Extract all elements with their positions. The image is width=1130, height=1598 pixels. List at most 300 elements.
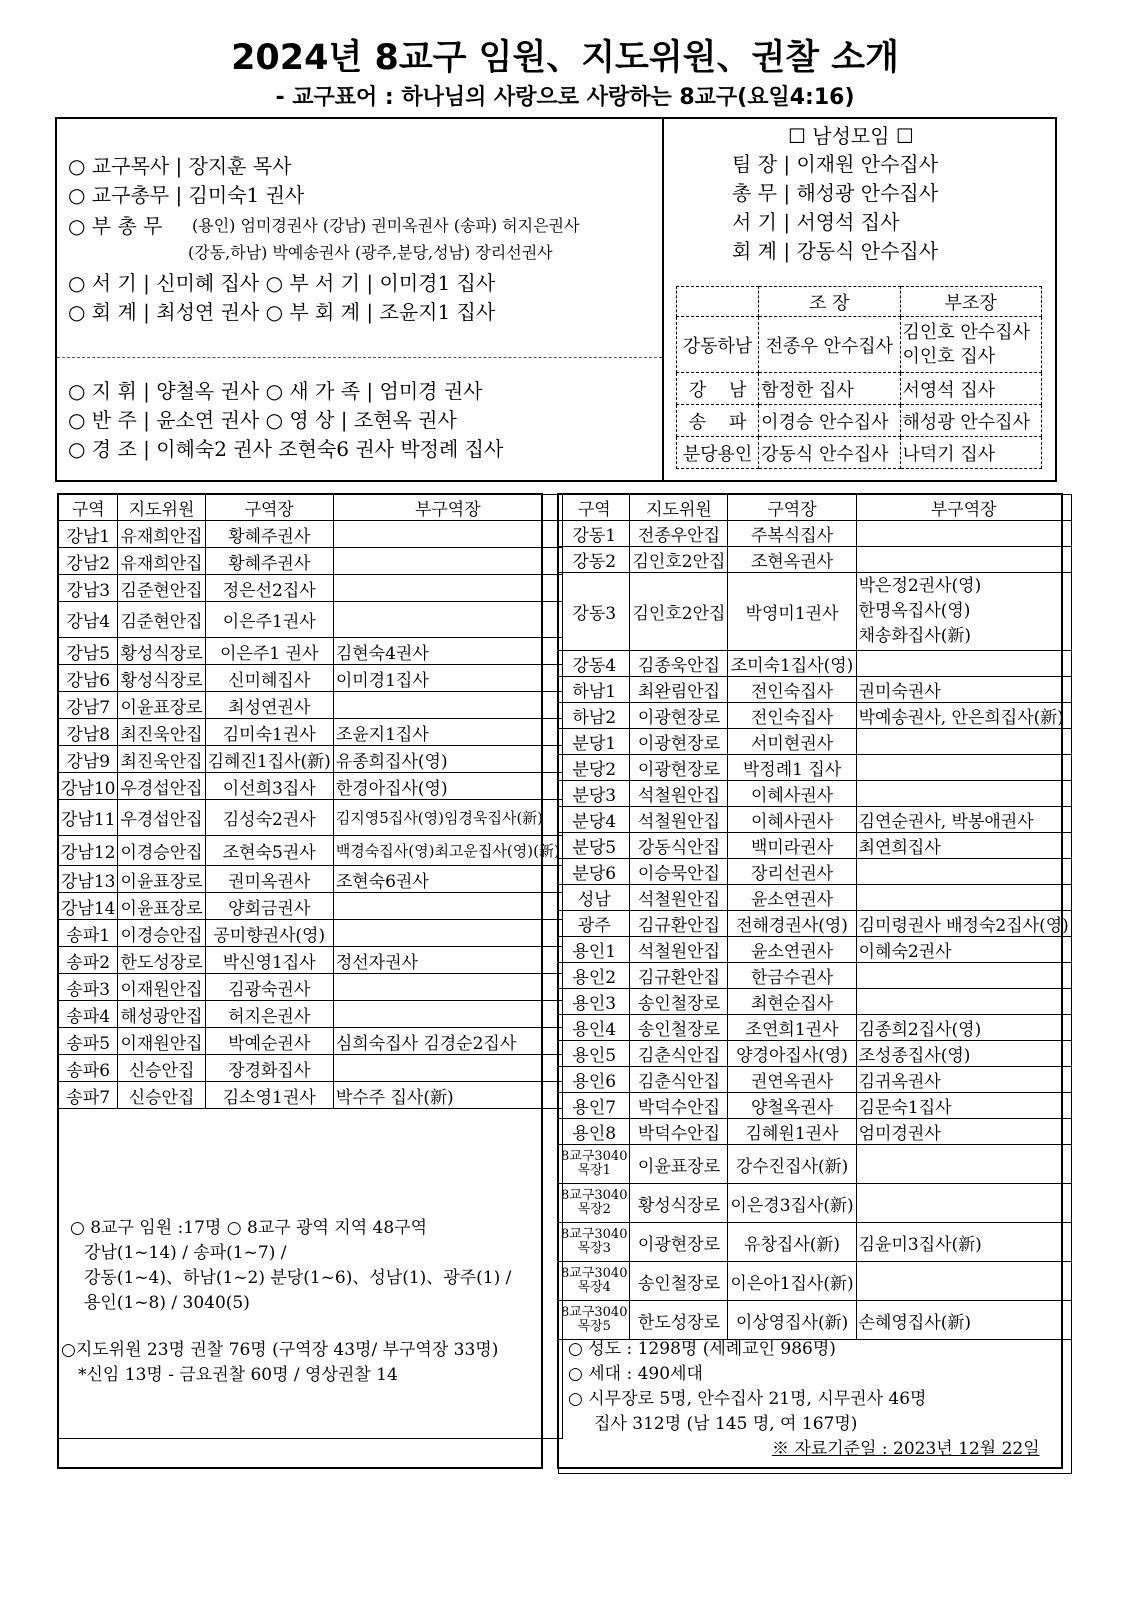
page-title: 2024년 8교구 임원、지도위원、권찰 소개	[231, 38, 899, 78]
subleader-line: 한명옥집사(영)	[858, 601, 971, 621]
advisor-cell: 최진욱안집	[118, 719, 205, 746]
stat-members: ○ 성도 : 1298명 (세례교인 986명)	[568, 1339, 836, 1359]
district-cell: 강남3	[59, 575, 118, 602]
officer-secretary-general: ○ 교구총무 | 김미숙1 권사	[68, 183, 305, 207]
advisor-cell: 김춘식안집	[630, 1041, 728, 1067]
advisor-cell: 석철원안집	[630, 937, 728, 963]
leader-cell: 김광숙권사	[205, 974, 333, 1001]
stat-households: ○ 세대 : 490세대	[568, 1364, 703, 1384]
advisor-cell: 강동식안집	[630, 833, 728, 859]
leader-cell: 박예순권사	[205, 1028, 333, 1055]
table-row	[59, 947, 563, 974]
subleader-cell	[856, 963, 1071, 989]
advisor-cell: 이승묵안집	[630, 859, 728, 885]
mens-col-subleader: 부조장	[900, 287, 1041, 317]
district-cell: 용인1	[559, 937, 630, 963]
advisor-cell: 이광현장로	[630, 729, 728, 755]
mens-col-area	[677, 287, 759, 317]
left-note-6: *신임 13명 - 금요권찰 60명 / 영상권찰 14	[78, 1365, 398, 1385]
district-cell: 분당4	[559, 807, 630, 833]
table-row	[559, 729, 1072, 755]
table-row	[59, 1028, 563, 1055]
advisor-cell: 송인철장로	[630, 989, 728, 1015]
district-cell: 용인3	[559, 989, 630, 1015]
mens-col-leader: 조 장	[759, 287, 900, 317]
table-row	[559, 1223, 1072, 1262]
district-cell: 용인4	[559, 1015, 630, 1041]
subleader-cell: 조현숙6권사	[333, 866, 562, 893]
district-cell: 강남13	[59, 866, 118, 893]
district-cell: 성남	[559, 885, 630, 911]
leader-cell: 정은선2집사	[205, 575, 333, 602]
subleader-cell	[856, 885, 1071, 911]
subleader-cell: 김연순권사, 박봉애권사	[856, 807, 1071, 833]
district-cell: 강남12	[59, 836, 118, 866]
officer-vice-general-2: (강동,하남) 박예송권사 (광주,분당,성남) 장리선권사	[188, 243, 553, 262]
right-district-table	[558, 494, 1072, 1474]
leader-cell: 김미숙1권사	[205, 719, 333, 746]
advisor-cell: 이윤표장로	[118, 866, 205, 893]
stat-deacons: 집사 312명 (남 145 명, 여 167명)	[594, 1414, 858, 1434]
subleader-cell	[333, 521, 562, 548]
leader-cell: 이은아1집사(新)	[728, 1262, 856, 1301]
district-cell: 송파6	[59, 1055, 118, 1082]
leader-cell: 장리선권사	[728, 859, 856, 885]
subleader-cell	[333, 548, 562, 575]
officer-clerk: ○ 서 기 | 신미혜 집사 ○ 부 서 기 | 이미경1 집사	[68, 271, 496, 295]
mens-area: 송 파	[677, 405, 759, 437]
district-cell: 송파1	[59, 920, 118, 947]
table-row	[559, 1145, 1072, 1184]
table-row	[559, 1184, 1072, 1223]
leader-cell: 장경화집사	[205, 1055, 333, 1082]
table-row	[59, 548, 563, 575]
subleader-cell: 백경숙집사(영)최고운집사(영)(新)	[333, 836, 562, 866]
district-cell: 강남6	[59, 665, 118, 692]
table-row	[559, 807, 1072, 833]
mokjang-label: 8교구3040	[561, 1266, 628, 1281]
district-cell: 하남2	[559, 703, 630, 729]
mokjang-label: 목장1	[577, 1163, 611, 1178]
table-row	[559, 1301, 1072, 1340]
left-note-2: 강남(1~14) / 송파(1~7) /	[84, 1243, 287, 1263]
subleader-cell: 김미령권사 배정숙2집사(영)	[856, 911, 1071, 937]
mens-subleader-cell: 나덕기 집사	[900, 437, 1041, 469]
district-cell: 강남5	[59, 638, 118, 665]
mens-leader-cell: 이경승 안수집사	[759, 405, 900, 437]
subleader-cell: 유종희집사(영)	[333, 746, 562, 773]
district-cell: 강남14	[59, 893, 118, 920]
advisor-cell: 신승안집	[118, 1055, 205, 1082]
table-row	[59, 575, 563, 602]
col-subleader: 부구역장	[856, 495, 1071, 521]
subleader-cell	[856, 755, 1071, 781]
subleader-cell	[856, 1262, 1071, 1301]
subleader-cell	[333, 893, 562, 920]
mens-leader-cell: 전종우 안수집사	[759, 317, 900, 373]
leader-cell: 신미혜집사	[205, 665, 333, 692]
leader-cell: 김혜진1집사(新)	[205, 746, 333, 773]
mens-general: 총 무 | 해성광 안수집사	[732, 181, 939, 205]
table-row	[559, 859, 1072, 885]
table-row	[59, 719, 563, 746]
leader-cell: 권연옥권사	[728, 1067, 856, 1093]
advisor-cell: 김준현안집	[118, 575, 205, 602]
mens-area: 강 남	[677, 373, 759, 405]
district-cell: 강남7	[59, 692, 118, 719]
leader-cell: 조현옥권사	[728, 547, 856, 573]
advisor-cell: 전종우안집	[630, 521, 728, 547]
district-cell: 강남9	[59, 746, 118, 773]
officer-accompanist: ○ 반 주 | 윤소연 권사 ○ 영 상 | 조현옥 권사	[68, 408, 457, 432]
leader-cell: 최성연권사	[205, 692, 333, 719]
advisor-cell: 이광현장로	[630, 755, 728, 781]
col-subleader: 부구역장	[333, 495, 562, 521]
officer-conductor: ○ 지 휘 | 양철옥 권사 ○ 새 가 족 | 엄미경 권사	[68, 379, 483, 403]
col-district: 구역	[59, 495, 118, 521]
col-leader: 구역장	[728, 495, 856, 521]
leader-cell: 이은경3집사(新)	[728, 1184, 856, 1223]
officer-pastor: ○ 교구목사 | 장지훈 목사	[68, 154, 292, 178]
table-row	[59, 602, 563, 638]
district-cell: 용인2	[559, 963, 630, 989]
leader-cell: 백미라권사	[728, 833, 856, 859]
district-cell: 하남1	[559, 677, 630, 703]
left-note-4: 용인(1~8) / 3040(5)	[84, 1293, 250, 1313]
advisor-cell: 송인철장로	[630, 1262, 728, 1301]
subleader-cell	[856, 859, 1071, 885]
mokjang-label: 8교구3040	[561, 1188, 628, 1203]
mens-subleader-cell: 해성광 안수집사	[900, 405, 1041, 437]
advisor-cell: 우경섭안집	[118, 773, 205, 800]
advisor-cell: 황성식장로	[118, 665, 205, 692]
district-cell	[559, 1262, 630, 1301]
district-cell: 강남11	[59, 800, 118, 836]
advisor-cell: 김규환안집	[630, 963, 728, 989]
mokjang-label: 8교구3040	[561, 1149, 628, 1164]
subleader-cell: 김지영5집사(영)임경욱집사(新)	[333, 800, 562, 836]
table-row	[59, 746, 563, 773]
table-row	[59, 1055, 563, 1082]
district-cell: 송파2	[59, 947, 118, 974]
subleader-cell: 손혜영집사(新)	[856, 1301, 1071, 1340]
col-district: 구역	[559, 495, 630, 521]
subleader-cell	[333, 1055, 562, 1082]
mokjang-label: 목장5	[577, 1319, 611, 1334]
table-row	[559, 1093, 1072, 1119]
leader-cell: 박신영1집사	[205, 947, 333, 974]
leader-cell: 권미옥권사	[205, 866, 333, 893]
advisor-cell: 김종욱안집	[630, 651, 728, 677]
subleader-cell: 이혜숙2권사	[856, 937, 1071, 963]
leader-cell: 허지은권사	[205, 1001, 333, 1028]
subleader-cell: 조성종집사(영)	[856, 1041, 1071, 1067]
subleader-cell: 엄미경권사	[856, 1119, 1071, 1145]
subleader-cell: 조윤지1집사	[333, 719, 562, 746]
subleader-cell	[333, 575, 562, 602]
leader-cell: 김성숙2권사	[205, 800, 333, 836]
leader-cell: 최현순집사	[728, 989, 856, 1015]
table-row	[559, 703, 1072, 729]
advisor-cell: 이재원안집	[118, 1028, 205, 1055]
advisor-cell: 신승안집	[118, 1082, 205, 1109]
officer-vice-general-label: ○ 부 총 무	[68, 214, 163, 238]
table-row	[559, 963, 1072, 989]
district-cell: 강동4	[559, 651, 630, 677]
officers-divider	[57, 357, 662, 358]
table-row	[559, 1119, 1072, 1145]
subleader-cell	[856, 521, 1071, 547]
district-cell: 강남1	[59, 521, 118, 548]
table-row	[59, 521, 563, 548]
mokjang-label: 목장4	[577, 1280, 611, 1295]
advisor-cell: 이재원안집	[118, 974, 205, 1001]
leader-cell: 공미향권사(영)	[205, 920, 333, 947]
advisor-cell: 황성식장로	[118, 638, 205, 665]
advisor-cell: 이윤표장로	[630, 1145, 728, 1184]
district-cell	[559, 1301, 630, 1340]
table-row	[559, 911, 1072, 937]
subleader-cell	[856, 781, 1071, 807]
mokjang-label: 목장3	[577, 1241, 611, 1256]
subleader-cell: 정선자권사	[333, 947, 562, 974]
leader-cell: 서미현권사	[728, 729, 856, 755]
stat-officers: ○ 시무장로 5명, 안수집사 21명, 시무권사 46명	[568, 1389, 927, 1409]
mens-subleader-cell: 서영석 집사	[900, 373, 1041, 405]
table-row	[559, 781, 1072, 807]
advisor-cell: 우경섭안집	[118, 800, 205, 836]
left-note-5: ○지도위원 23명 권찰 76명 (구역장 43명/ 부구역장 33명)	[61, 1340, 499, 1360]
subleader-line: 채송화집사(新)	[858, 626, 971, 646]
mens-subleader-2: 이인호 집사	[902, 345, 996, 367]
subleader-cell	[856, 547, 1071, 573]
col-advisor: 지도위원	[118, 495, 205, 521]
mokjang-label: 8교구3040	[561, 1305, 628, 1320]
leader-cell: 김혜원1권사	[728, 1119, 856, 1145]
leader-cell: 조현숙5권사	[205, 836, 333, 866]
subleader-cell: 박수주 집사(新)	[333, 1082, 562, 1109]
table-row	[559, 651, 1072, 677]
table-row	[59, 1001, 563, 1028]
advisor-cell: 한도성장로	[118, 947, 205, 974]
district-cell: 용인6	[559, 1067, 630, 1093]
advisor-cell: 박덕수안집	[630, 1119, 728, 1145]
subleader-cell	[856, 1145, 1071, 1184]
advisor-cell: 석철원안집	[630, 781, 728, 807]
leader-cell: 주복식집사	[728, 521, 856, 547]
mens-leader-cell: 함정한 집사	[759, 373, 900, 405]
table-row	[559, 573, 1072, 651]
advisor-cell: 최완림안집	[630, 677, 728, 703]
advisor-cell: 한도성장로	[630, 1301, 728, 1340]
district-cell: 강남8	[59, 719, 118, 746]
leader-cell: 이혜사권사	[728, 781, 856, 807]
subleader-cell: 심희숙집사 김경순2집사	[333, 1028, 562, 1055]
subleader-cell: 박예송권사, 안은희집사(新)	[856, 703, 1071, 729]
col-leader: 구역장	[205, 495, 333, 521]
subleader-cell: 김현숙4권사	[333, 638, 562, 665]
mens-subleader-cell	[900, 317, 1041, 373]
district-cell: 광주	[559, 911, 630, 937]
officer-treasurer: ○ 회 계 | 최성연 권사 ○ 부 회 계 | 조윤지1 집사	[68, 300, 496, 324]
leader-cell: 강수진집사(新)	[728, 1145, 856, 1184]
advisor-cell: 최진욱안집	[118, 746, 205, 773]
advisor-cell: 김준현안집	[118, 602, 205, 638]
subleader-cell	[856, 729, 1071, 755]
district-cell: 강남10	[59, 773, 118, 800]
district-cell	[559, 1184, 630, 1223]
officer-condolence: ○ 경 조 | 이혜숙2 권사 조현숙6 권사 박정례 집사	[68, 437, 504, 461]
table-row	[59, 866, 563, 893]
advisor-cell: 박덕수안집	[630, 1093, 728, 1119]
district-cell: 강동2	[559, 547, 630, 573]
mens-area: 강동하남	[677, 317, 759, 373]
advisor-cell: 김인호2안집	[630, 573, 728, 651]
table-row	[59, 800, 563, 836]
leader-cell: 조연희1권사	[728, 1015, 856, 1041]
table-row	[559, 1015, 1072, 1041]
district-cell: 강동1	[559, 521, 630, 547]
table-row	[59, 773, 563, 800]
advisor-cell: 이경승안집	[118, 836, 205, 866]
leader-cell: 황혜주권사	[205, 521, 333, 548]
leader-cell: 양회금권사	[205, 893, 333, 920]
subleader-cell: 권미숙권사	[856, 677, 1071, 703]
advisor-cell: 유재희안집	[118, 548, 205, 575]
leader-cell: 황혜주권사	[205, 548, 333, 575]
district-cell: 분당2	[559, 755, 630, 781]
leader-cell: 조미숙1집사(영)	[728, 651, 856, 677]
subleader-cell	[333, 920, 562, 947]
mens-clerk: 서 기 | 서영석 집사	[732, 210, 900, 234]
table-row	[559, 989, 1072, 1015]
advisor-cell: 석철원안집	[630, 807, 728, 833]
leader-cell: 박정례1 집사	[728, 755, 856, 781]
subleader-cell	[856, 989, 1071, 1015]
subleader-line: 박은정2권사(영)	[858, 576, 982, 596]
table-row	[59, 974, 563, 1001]
subleader-cell: 최연희집사	[856, 833, 1071, 859]
mens-area: 분당용인	[677, 437, 759, 469]
stat-reference-date: ※ 자료기준일 : 2023년 12월 22일	[772, 1439, 1040, 1459]
district-cell: 강남2	[59, 548, 118, 575]
mens-leaders-table	[676, 286, 1042, 469]
table-row	[559, 885, 1072, 911]
advisor-cell: 해성광안집	[118, 1001, 205, 1028]
subleader-cell	[333, 1001, 562, 1028]
mens-leader-cell: 강동식 안수집사	[759, 437, 900, 469]
table-row	[559, 1067, 1072, 1093]
mokjang-label: 목장2	[577, 1202, 611, 1217]
advisor-cell: 이경승안집	[118, 920, 205, 947]
subleader-cell	[333, 974, 562, 1001]
leader-cell: 이은주1 권사	[205, 638, 333, 665]
subleader-cell: 김귀옥권사	[856, 1067, 1071, 1093]
table-row	[559, 677, 1072, 703]
subleader-cell	[333, 602, 562, 638]
leader-cell: 유창집사(新)	[728, 1223, 856, 1262]
mens-subleader-1: 김인호 안수집사	[902, 321, 1030, 343]
advisor-cell: 석철원안집	[630, 885, 728, 911]
mens-leader: 팀 장 | 이재원 안수집사	[732, 152, 939, 176]
district-cell	[559, 1145, 630, 1184]
advisor-cell: 김춘식안집	[630, 1067, 728, 1093]
page-subtitle: - 교구표어 : 하나님의 사랑으로 사랑하는 8교구(요일4:16)	[275, 85, 855, 110]
district-cell: 분당1	[559, 729, 630, 755]
district-cell: 송파5	[59, 1028, 118, 1055]
left-note-1: ○ 8교구 임원 :17명 ○ 8교구 광역 지역 48구역	[70, 1218, 428, 1238]
table-row	[559, 1041, 1072, 1067]
district-cell: 용인8	[559, 1119, 630, 1145]
leader-cell: 윤소연권사	[728, 885, 856, 911]
left-note-3: 강동(1~4)、하남(1~2) 분당(1~6)、성남(1)、광주(1) /	[84, 1268, 512, 1288]
leader-cell: 전인숙집사	[728, 677, 856, 703]
subleader-cell: 김윤미3집사(新)	[856, 1223, 1071, 1262]
subleader-cell	[333, 692, 562, 719]
advisor-cell: 김인호2안집	[630, 547, 728, 573]
leader-cell: 양철옥권사	[728, 1093, 856, 1119]
mens-treasurer: 회 계 | 강동식 안수집사	[732, 239, 939, 263]
district-cell: 송파3	[59, 974, 118, 1001]
table-row	[59, 665, 563, 692]
subleader-cell	[856, 1184, 1071, 1223]
subleader-cell: 한경아집사(영)	[333, 773, 562, 800]
leader-cell: 이선희3집사	[205, 773, 333, 800]
table-row	[59, 692, 563, 719]
advisor-cell: 이광현장로	[630, 703, 728, 729]
leader-cell: 이은주1권사	[205, 602, 333, 638]
table-row	[59, 893, 563, 920]
district-cell	[559, 1223, 630, 1262]
leader-cell: 박영미1권사	[728, 573, 856, 651]
table-row	[559, 833, 1072, 859]
subleader-cell	[856, 651, 1071, 677]
advisor-cell: 황성식장로	[630, 1184, 728, 1223]
table-row	[59, 920, 563, 947]
subleader-cell: 김종희2집사(영)	[856, 1015, 1071, 1041]
advisor-cell: 이광현장로	[630, 1223, 728, 1262]
subleader-cell	[856, 573, 1071, 651]
officer-vice-general: (용인) 엄미경권사 (강남) 권미옥권사 (송파) 허지은권사	[192, 216, 580, 235]
table-row	[559, 937, 1072, 963]
leader-cell: 전해경권사(영)	[728, 911, 856, 937]
advisor-cell: 송인철장로	[630, 1015, 728, 1041]
district-cell: 분당3	[559, 781, 630, 807]
table-row	[559, 1262, 1072, 1301]
table-row	[59, 638, 563, 665]
col-advisor: 지도위원	[630, 495, 728, 521]
table-row	[59, 836, 563, 866]
table-row	[559, 521, 1072, 547]
district-cell: 용인7	[559, 1093, 630, 1119]
subleader-cell: 김문숙1집사	[856, 1093, 1071, 1119]
table-row	[559, 755, 1072, 781]
district-cell: 송파4	[59, 1001, 118, 1028]
leader-cell: 한금수권사	[728, 963, 856, 989]
mokjang-label: 8교구3040	[561, 1227, 628, 1242]
leader-cell: 이혜사권사	[728, 807, 856, 833]
advisor-cell: 유재희안집	[118, 521, 205, 548]
leader-cell: 김소영1권사	[205, 1082, 333, 1109]
leader-cell: 이상영집사(新)	[728, 1301, 856, 1340]
district-cell: 강동3	[559, 573, 630, 651]
district-cell: 분당5	[559, 833, 630, 859]
leader-cell: 전인숙집사	[728, 703, 856, 729]
leader-cell: 양경아집사(영)	[728, 1041, 856, 1067]
district-cell: 분당6	[559, 859, 630, 885]
district-cell: 강남4	[59, 602, 118, 638]
district-cell: 용인5	[559, 1041, 630, 1067]
